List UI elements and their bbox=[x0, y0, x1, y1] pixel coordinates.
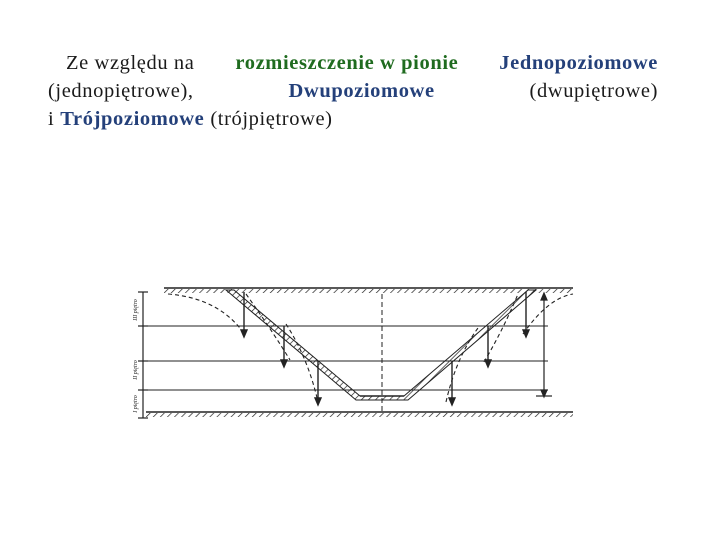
topic-highlight: rozmieszczenie w pionie bbox=[235, 52, 459, 74]
text-line-3 bbox=[48, 105, 658, 133]
text-line-1 bbox=[48, 49, 658, 77]
conjunction-text: i bbox=[48, 108, 55, 130]
intro-text: Ze względu na bbox=[66, 52, 195, 74]
level-label-2: II piętro bbox=[133, 360, 139, 380]
excavation-trench bbox=[226, 290, 536, 400]
term-single-level: Jednopoziomowe bbox=[499, 52, 658, 74]
term-two-level: Dwupoziomowe bbox=[288, 80, 435, 102]
drainage-wells bbox=[241, 292, 529, 405]
level-label-3: III piętro bbox=[133, 299, 139, 321]
paren-single-level: (jednopiętrowe), bbox=[48, 80, 194, 102]
base-ground bbox=[146, 412, 573, 417]
level-label-1: I piętro bbox=[133, 395, 139, 413]
term-three-level: Trójpoziomowe bbox=[60, 108, 205, 130]
paren-three-level: (trójpiętrowe) bbox=[210, 108, 333, 130]
paren-two-level: (dwupiętrowe) bbox=[529, 80, 658, 102]
description-text bbox=[48, 49, 658, 133]
text-line-2 bbox=[48, 77, 658, 105]
drainage-level-diagram bbox=[128, 272, 578, 432]
ground-surface bbox=[164, 288, 573, 293]
level-scale bbox=[133, 292, 148, 418]
depth-dimension bbox=[536, 293, 552, 397]
